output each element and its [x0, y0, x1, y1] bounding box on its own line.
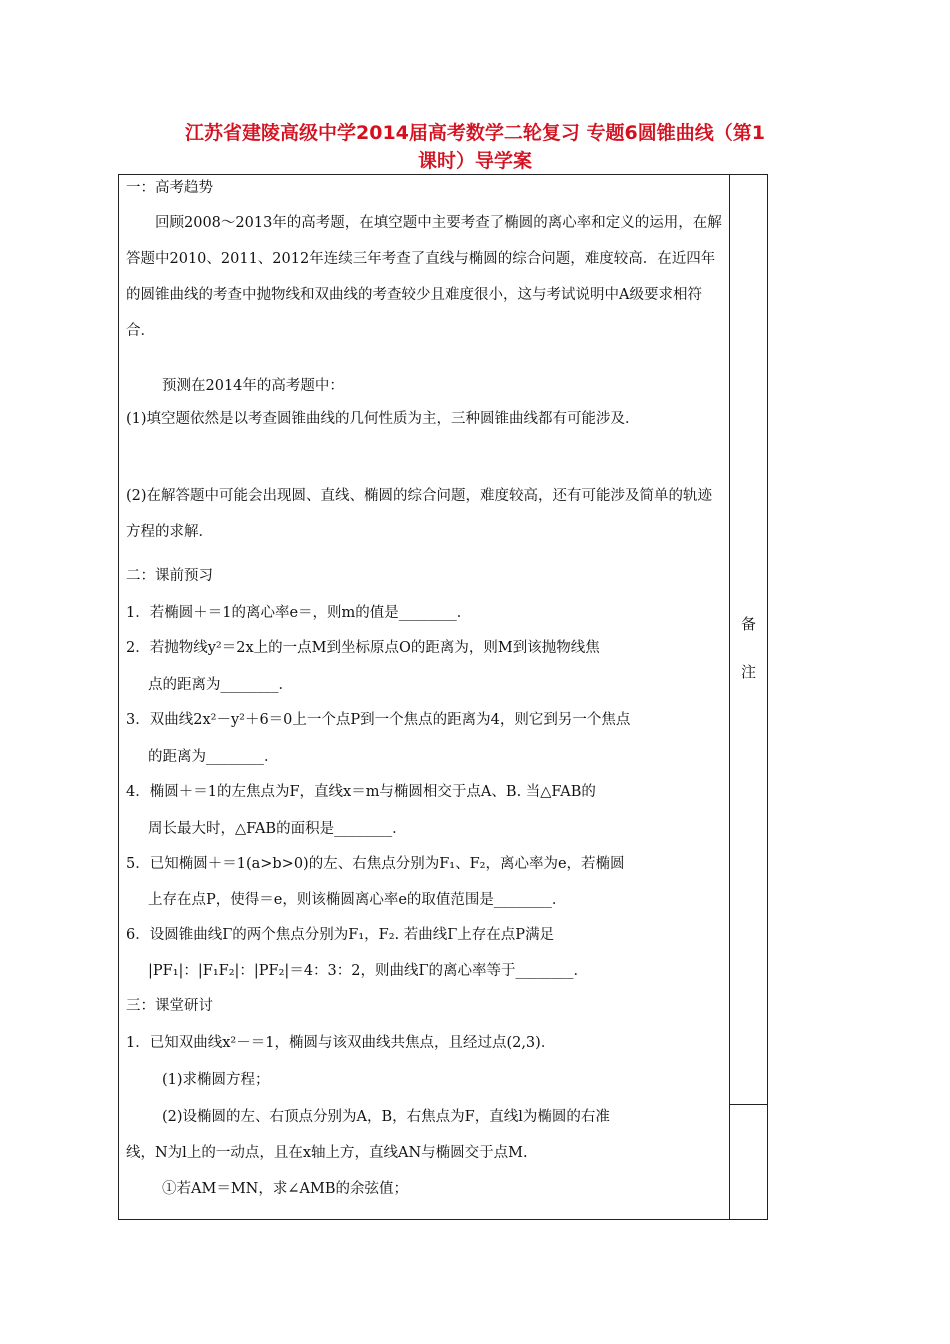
- trends-paragraph: 回顾2008～2013年的高考题，在填空题中主要考查了椭圆的离心率和定义的运用，在解答题中2010、2011、2012年连续三年考查了直线与椭圆的综合问题，难度较高．在近四年的圆锥曲线的考查中抛物线和双曲线的考查较少且难度很小，这与考试说明中A级要求相符合．: [126, 215, 722, 339]
- preview-question-3-cont: 的距离为________．: [148, 749, 279, 765]
- discussion-sub-3: ①若AM＝MN，求∠AMB的余弦值；: [162, 1181, 408, 1197]
- discussion-sub-1: (1)求椭圆方程；: [162, 1072, 270, 1088]
- notes-row-divider: [729, 1104, 768, 1105]
- preview-question-3: 3．双曲线2x²－y²＋6＝0上一个点P到一个焦点的距离为4，则它到另一个焦点: [126, 712, 631, 728]
- forecast-point-1: (1)填空题依然是以考查圆锥曲线的几何性质为主，三种圆锥曲线都有可能涉及．: [126, 411, 640, 427]
- preview-question-4-cont: 周长最大时，△FAB的面积是________．: [148, 821, 407, 837]
- section-heading-discussion: 三：课堂研讨: [126, 998, 213, 1014]
- preview-question-5: 5．已知椭圆＋＝1(a>b>0)的左、右焦点分别为F₁、F₂，离心率为e，若椭圆: [126, 856, 625, 872]
- preview-question-6: 6．设圆锥曲线Γ的两个焦点分别为F₁，F₂. 若曲线Γ上存在点P满足: [126, 927, 555, 943]
- preview-question-2: 2．若抛物线y²＝2x上的一点M到坐标原点O的距离为，则M到该抛物线焦: [126, 640, 600, 656]
- notes-char-2: 注: [740, 663, 756, 681]
- title-line-1: 江苏省建陵高级中学2014届高考数学二轮复习 专题6圆锥曲线（第1: [185, 122, 765, 144]
- section-heading-preview: 二：课前预习: [126, 568, 213, 584]
- discussion-sub-2-cont: 线，N为l上的一动点，且在x轴上方，直线AN与椭圆交于点M.: [126, 1145, 528, 1161]
- notes-char-1: 备: [740, 615, 756, 633]
- title-line-2: 课时）导学案: [417, 150, 532, 172]
- section-heading-trends: 一：高考趋势: [126, 180, 213, 196]
- preview-question-2-cont: 点的距离为________．: [148, 677, 293, 693]
- forecast-point-2: (2)在解答题中可能会出现圆、直线、椭圆的综合问题，难度较高，还有可能涉及简单的轨迹方程的求解．: [126, 488, 713, 540]
- notes-column-label: [729, 600, 768, 696]
- preview-question-1: 1．若椭圆＋＝1的离心率e＝，则m的值是________．: [126, 605, 472, 621]
- notes-column-divider: [729, 174, 730, 1220]
- document-title: [110, 119, 840, 175]
- preview-question-5-cont: 上存在点P，使得＝e，则该椭圆离心率e的取值范围是________．: [148, 892, 567, 908]
- forecast-intro: 预测在2014年的高考题中：: [162, 378, 344, 394]
- discussion-sub-2: (2)设椭圆的左、右顶点分别为A，B，右焦点为F，直线l为椭圆的右准: [162, 1109, 610, 1125]
- discussion-question-1: 1．已知双曲线x²－＝1，椭圆与该双曲线共焦点，且经过点(2,3)．: [126, 1035, 556, 1051]
- preview-question-6-cont: |PF₁|：|F₁F₂|：|PF₂|＝4：3：2，则曲线Γ的离心率等于________．: [148, 963, 589, 979]
- preview-question-4: 4．椭圆＋＝1的左焦点为F，直线x＝m与椭圆相交于点A、B. 当△FAB的: [126, 784, 596, 800]
